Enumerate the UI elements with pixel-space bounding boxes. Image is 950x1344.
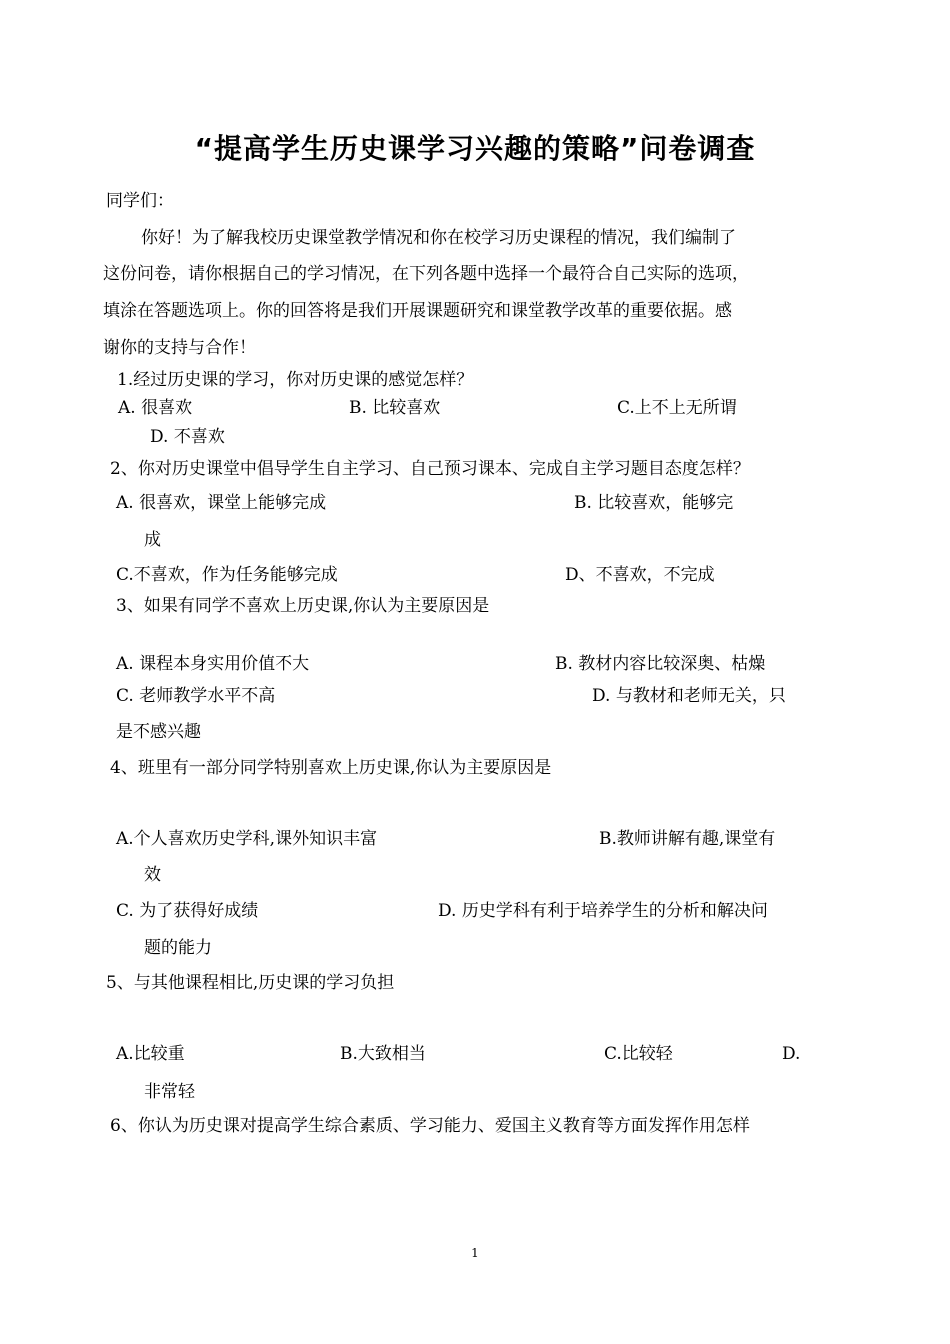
question-3-option-d: D. 与教材和老师无关，只 bbox=[592, 686, 786, 706]
question-5-option-b: B.大致相当 bbox=[340, 1044, 426, 1064]
question-5-option-d: D. bbox=[782, 1044, 801, 1064]
page-title: “提高学生历史课学习兴趣的策略”问卷调查 bbox=[194, 132, 756, 165]
question-1-option-a: A. 很喜欢 bbox=[118, 398, 193, 418]
question-2-option-b-continued: 成 bbox=[144, 530, 161, 550]
question-2-option-c: C.不喜欢，作为任务能够完成 bbox=[116, 565, 338, 585]
question-2-option-d: D、不喜欢，不完成 bbox=[565, 565, 715, 585]
question-3-option-c: C. 老师教学水平不高 bbox=[116, 686, 276, 706]
intro-line-1: 你好！为了解我校历史课堂教学情况和你在校学习历史课程的情况，我们编制了 bbox=[141, 228, 736, 248]
question-4-option-c: C. 为了获得好成绩 bbox=[116, 901, 259, 921]
question-1-option-d: D. 不喜欢 bbox=[150, 427, 225, 447]
question-6: 6、你认为历史课对提高学生综合素质、学习能力、爱国主义教育等方面发挥作用怎样 bbox=[110, 1116, 750, 1136]
question-1-option-c: C.上不上无所谓 bbox=[617, 398, 737, 418]
intro-line-3: 填涂在答题选项上。你的回答将是我们开展课题研究和课堂教学改革的重要依据。感 bbox=[103, 301, 732, 321]
intro-line-4: 谢你的支持与合作！ bbox=[103, 338, 256, 358]
question-3: 3、如果有同学不喜欢上历史课,你认为主要原因是 bbox=[116, 596, 490, 616]
question-2: 2、你对历史课堂中倡导学生自主学习、自己预习课本、完成自主学习题目态度怎样？ bbox=[110, 459, 750, 479]
question-4-option-b: B.教师讲解有趣,课堂有 bbox=[599, 829, 776, 849]
question-3-option-a: A. 课程本身实用价值不大 bbox=[116, 654, 310, 674]
question-5: 5、与其他课程相比,历史课的学习负担 bbox=[106, 973, 395, 993]
question-1: 1.经过历史课的学习，你对历史课的感觉怎样？ bbox=[117, 370, 474, 390]
intro-line-2: 这份问卷，请你根据自己的学习情况，在下列各题中选择一个最符合自己实际的选项， bbox=[103, 264, 749, 284]
question-4-option-d-continued: 题的能力 bbox=[144, 938, 212, 958]
question-3-option-d-continued: 是不感兴趣 bbox=[116, 722, 201, 742]
question-5-option-c: C.比较轻 bbox=[604, 1044, 673, 1064]
page-number: 1 bbox=[471, 1246, 479, 1260]
question-4-option-d: D. 历史学科有利于培养学生的分析和解决问 bbox=[438, 901, 768, 921]
question-1-option-b: B. 比较喜欢 bbox=[349, 398, 441, 418]
question-4: 4、班里有一部分同学特别喜欢上历史课,你认为主要原因是 bbox=[110, 758, 552, 778]
question-4-option-a: A.个人喜欢历史学科,课外知识丰富 bbox=[116, 829, 378, 849]
question-5-option-d-continued: 非常轻 bbox=[144, 1082, 195, 1102]
greeting: 同学们： bbox=[106, 191, 174, 211]
question-5-option-a: A.比较重 bbox=[116, 1044, 185, 1064]
question-2-option-a: A. 很喜欢，课堂上能够完成 bbox=[116, 493, 327, 513]
question-2-option-b: B. 比较喜欢，能够完 bbox=[574, 493, 734, 513]
question-4-option-b-continued: 效 bbox=[144, 865, 161, 885]
question-3-option-b: B. 教材内容比较深奥、枯燥 bbox=[555, 654, 766, 674]
